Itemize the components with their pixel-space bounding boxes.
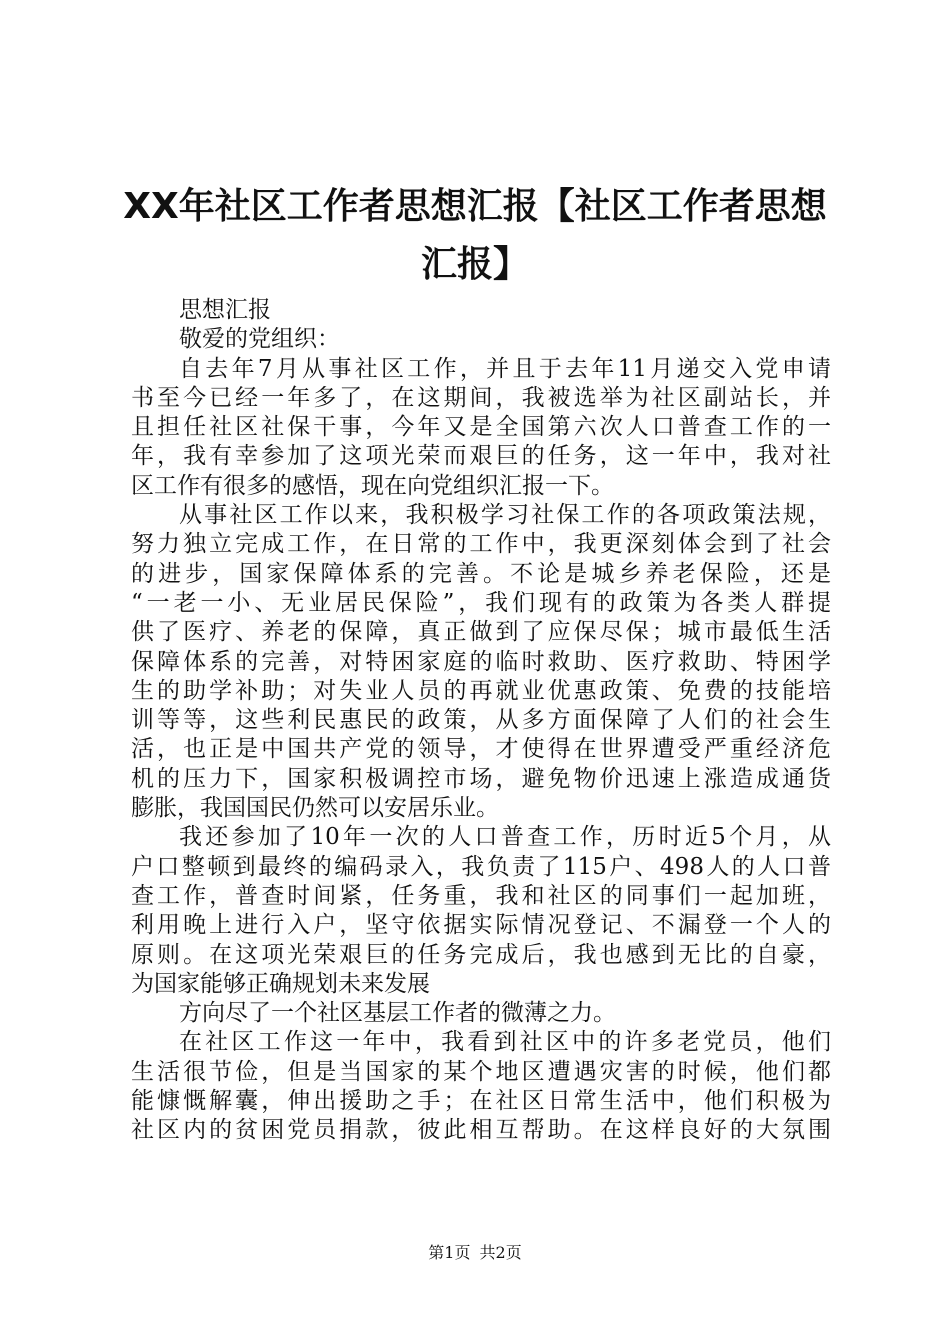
text-line: 社区内的贫困党员捐款，彼此相互帮助。在这样良好的大氛围 <box>131 1117 831 1144</box>
document-title <box>120 178 830 294</box>
text-line: 生活很节俭，但是当国家的某个地区遭遇灾害的时候，他们都 <box>131 1058 831 1085</box>
document-body <box>131 296 831 1146</box>
text-line: 自去年7月从事社区工作，并且于去年11月递交入党申请 <box>179 355 831 382</box>
text-line: 的进步，国家保障体系的完善。不论是城乡养老保险，还是 <box>131 560 831 587</box>
text-line: 膨胀，我国国民仍然可以安居乐业。 <box>131 795 499 822</box>
text-line: 努力独立完成工作，在日常的工作中，我更深刻体会到了社会 <box>131 531 831 558</box>
page-total: 共2页 <box>479 1243 522 1262</box>
text-line: 生的助学补助；对失业人员的再就业优惠政策、免费的技能培 <box>131 677 831 704</box>
text-line: 在社区工作这一年中，我看到社区中的许多老党员，他们 <box>179 1029 831 1056</box>
text-line: 方向尽了一个社区基层工作者的微薄之力。 <box>179 1000 616 1027</box>
page-footer <box>0 1243 950 1263</box>
text-line: 从事社区工作以来，我积极学习社保工作的各项政策法规， <box>179 502 831 529</box>
text-line: 且担任社区社保干事，今年又是全国第六次人口普查工作的一 <box>131 414 831 441</box>
text-line: 思想汇报 <box>179 297 271 323</box>
text-line: 敬爱的党组织： <box>179 326 340 353</box>
text-line: 户口整顿到最终的编码录入，我负责了115户、498人的人口普 <box>131 853 831 880</box>
text-line: “一老一小、无业居民保险”，我们现有的政策为各类人群提 <box>131 589 831 616</box>
text-line: 区工作有很多的感悟，现在向党组织汇报一下。 <box>131 472 614 499</box>
text-line: 能慷慨解囊，伸出援助之手；在社区日常生活中，他们积极为 <box>131 1088 831 1115</box>
page-number: 第1页 <box>428 1243 471 1262</box>
text-line: 机的压力下，国家积极调控市场，避免物价迅速上涨造成通货 <box>131 765 831 792</box>
title-line: 汇报】 <box>420 244 529 285</box>
text-line: 活，也正是中国共产党的领导，才使得在世界遭受严重经济危 <box>131 736 831 763</box>
text-line: 我还参加了10年一次的人口普查工作，历时近5个月，从 <box>179 824 831 851</box>
text-line: 保障体系的完善，对特困家庭的临时救助、医疗救助、特困学 <box>131 648 831 675</box>
text-line: 训等等，这些利民惠民的政策，从多方面保障了人们的社会生 <box>131 707 831 734</box>
text-line: 供了医疗、养老的保障，真正做到了应保尽保；城市最低生活 <box>131 619 831 646</box>
text-line: 查工作，普查时间紧，任务重，我和社区的同事们一起加班， <box>131 882 831 909</box>
text-line: 书至今已经一年多了，在这期间，我被选举为社区副站长，并 <box>131 384 831 411</box>
text-line: 原则。在这项光荣艰巨的任务完成后，我也感到无比的自豪， <box>131 941 831 968</box>
title-line: XX年社区工作者思想汇报【社区工作者思想 <box>123 186 827 227</box>
text-line: 年，我有幸参加了这项光荣而艰巨的任务，这一年中，我对社 <box>131 443 831 470</box>
text-line: 利用晚上进行入户，坚守依据实际情况登记、不漏登一个人的 <box>131 912 831 939</box>
text-line: 为国家能够正确规划未来发展 <box>131 970 430 997</box>
